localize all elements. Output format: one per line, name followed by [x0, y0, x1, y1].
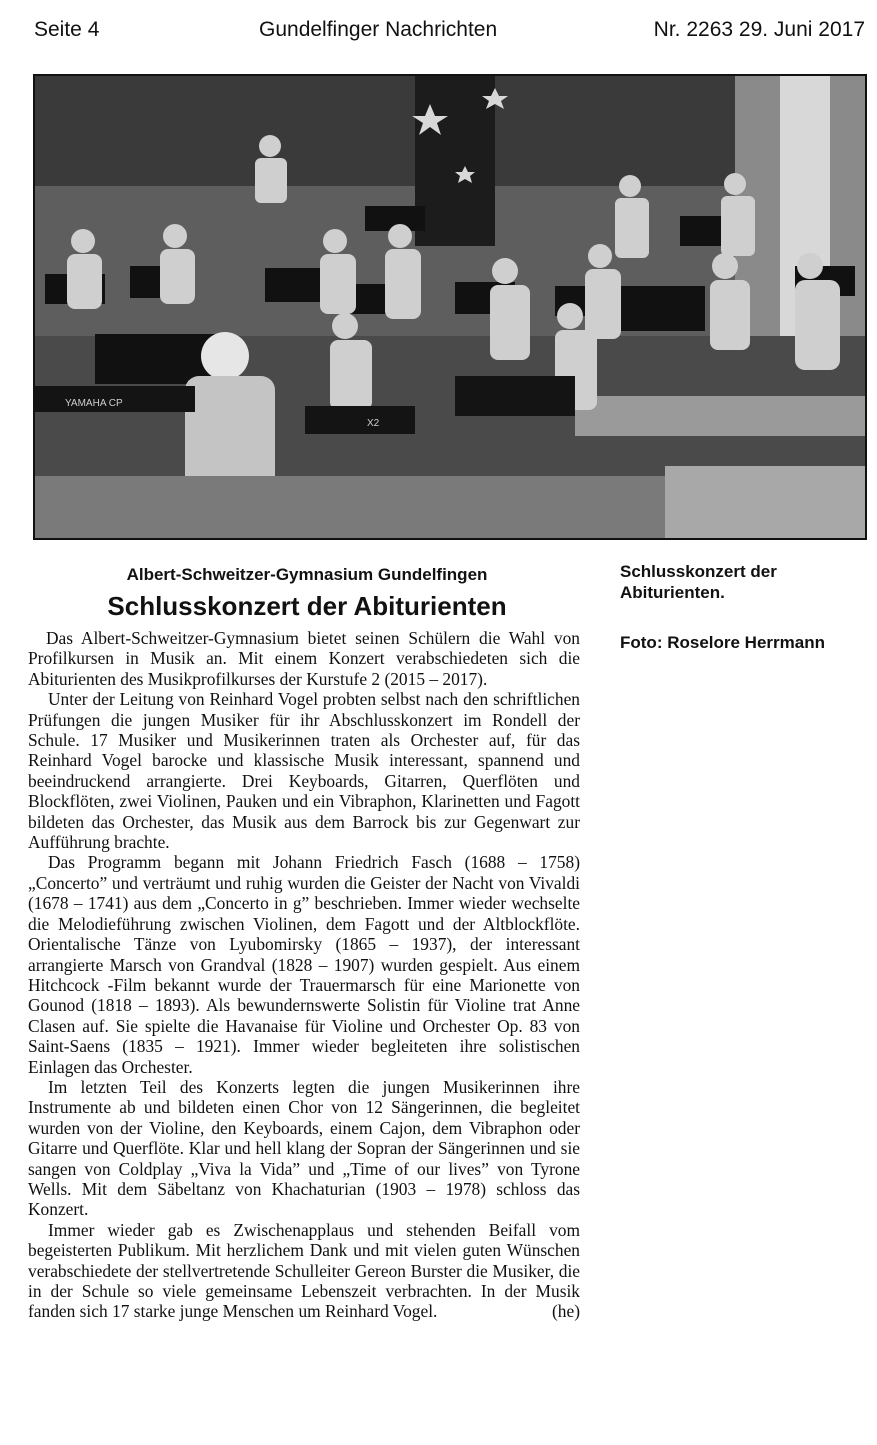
article-headline: Schlusskonzert der Abiturienten [107, 591, 507, 621]
conductor [201, 332, 249, 380]
article-paragraph-last [28, 1220, 580, 1322]
photo-credit: Foto: Roselore Herrmann [620, 633, 825, 652]
article-paragraph: Immer wieder gab es Zwischenapplaus und stehenden Beifall vom begeisterten Publikum. Mit herzlichem Dank und mit vielen guten Wünschen verabschiedete der stellvertretende Schulleiter Gereon Burster die Musiker, die in der Schule so viele gemeinsame Lebenszeit verbrachten. In der Musik fanden sich 17 starke junge Menschen um Reinhard Vogel. [28, 1219, 580, 1322]
article-kicker: Albert-Schweitzer-Gymnasium Gundelfingen [126, 565, 488, 584]
keyboard-label: X2 [367, 418, 380, 429]
author-signature: (he) [552, 1301, 580, 1322]
publication-title: Gundelfinger Nachrichten [259, 18, 498, 41]
issue-date: Nr. 2263 29. Juni 2017 [653, 18, 865, 41]
article-paragraph: Unter der Leitung von Reinhard Vogel probten selbst nach den schriftlichen Prüfungen die jungen Musiker für ihr Abschlusskonzert im Rondell der Schule. 17 Musiker und Musikerinnen traten als Orchester auf, für das Reinhard Vogel barocke und klassische Musik interessant, spannend und beeindruckend arrangierte. Drei Keyboards, Gitarren, Querflöten und Blockflöten, zwei Violinen, Pauken und ein Vibraphon, Klarinetten und Fagott bildeten das Orchester, das Musik aus dem Barrock bis zur Gegenwart zur Aufführung brachte. [28, 689, 580, 853]
concert-photo [33, 74, 867, 540]
page-number: Seite 4 [34, 18, 100, 41]
article-paragraph: Im letzten Teil des Konzerts legten die jungen Musikerinnen ihre Instrumente ab und bildeten einen Chor von 12 Sängerinnen, die begleitet wurden von der Violine, den Keyboards, einem Cajon, dem Vibraphon oder Gitarre und Querflöte. Klar und hell klang der Sopran der Sängerinnen und sie sangen von Coldplay „Viva la Vida” und „Time of our lives” von Tyrone Wells. Mit dem Säbeltanz von Khachaturian (1903 – 1978) schloss das Konzert. [28, 1076, 580, 1220]
article-paragraph: Das Programm begann mit Johann Friedrich Fasch (1688 – 1758) „Concerto” und verträumt und ruhig wurden die Geister der Nacht von Vivaldi (1678 – 1741) aus dem „Concerto in g” beschrieben. Immer wieder wechselte die Melodieführung zwischen Violinen, dem Fagott und der Altblockflöte. Orientalische Tänze von Lyubomirsky (1865 – 1937), der interessant arrangierte Marsch von Grandval (1828 – 1907) wurden gespielt. Aus einem Hitchcock -Film bekannt wurde der Trauermarsch für eine Marionette von Gounod (1818 – 1893). Als bewundernswerte Solistin für Violine trat Anne Clasen auf. Sie spielte die Havanaise für Violine und Orchester Op. 83 von Saint-Saens (1835 – 1921). Immer wieder begleiteten ihre solistischen Einlagen das Orchester. [28, 852, 580, 1077]
page-header [34, 18, 865, 48]
article-body [28, 628, 580, 1322]
photo-caption: Schlusskonzert der Abiturienten. [620, 562, 777, 602]
article-paragraph: Das Albert-Schweitzer-Gymnasium bietet seinen Schülern die Wahl von Profilkursen in Musik an. Mit einem Konzert verabschiedeten sich die Abiturienten des Musikprofilkurses der Kurstufe 2 (2015 – 2017). [28, 628, 580, 689]
keyboard-brand: YAMAHA CP [65, 398, 123, 409]
